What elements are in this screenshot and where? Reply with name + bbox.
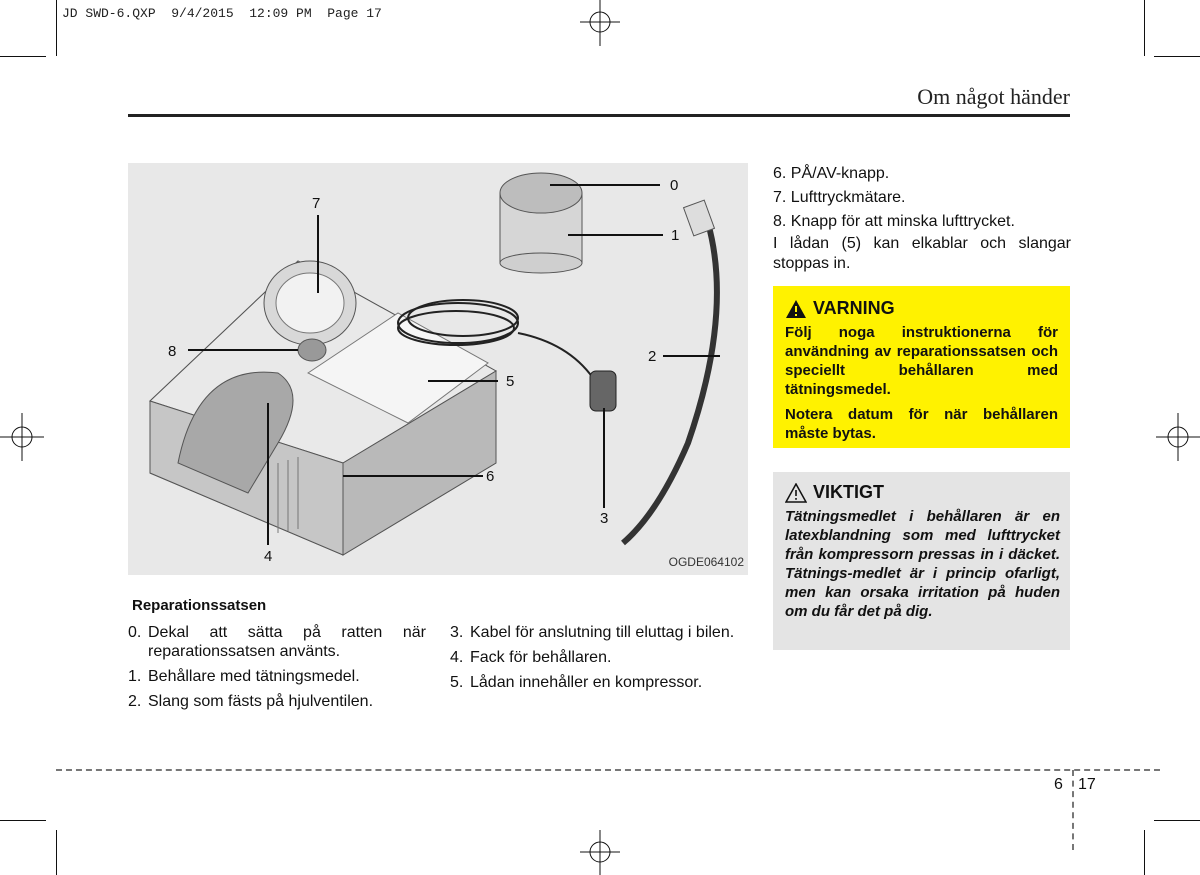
warning-box [773,286,1070,448]
warning-title: VARNING [813,298,895,318]
print-slug: JD SWD-6.QXP 9/4/2015 12:09 PM Page 17 [62,6,382,21]
warning-triangle-icon [785,299,807,319]
callout-2: 2 [648,348,657,365]
parts-list-middle [450,623,748,698]
crop-mark [0,56,46,57]
callout-5: 5 [506,373,515,390]
registration-mark-bottom-icon [576,828,624,875]
page-number-divider [1072,770,1074,850]
registration-mark-top-icon [576,0,624,48]
figure-caption: Reparationssatsen [132,597,267,614]
list-item: 8. Knapp för att minska lufttrycket. [773,213,1015,230]
warning-text-1: Följ noga instruktionerna för användning av reparationssatsen och speciellt behållaren med tätningsmedel. [785,324,1058,398]
parts-list-left [128,623,426,717]
callout-0: 0 [670,177,679,194]
header-rule [128,114,1070,117]
callout-leaders [128,163,748,575]
list-item: 6. PÅ/AV-knapp. [773,165,890,182]
parts-list-right [773,162,1071,274]
page-number: 17 [1078,776,1096,793]
crop-mark [1154,56,1200,57]
important-box [773,472,1070,650]
callout-3: 3 [600,510,609,527]
warning-text-2: Notera datum för när behållaren måste bytas. [785,406,1058,442]
callout-4: 4 [264,548,273,565]
chapter-number: 6 [1054,776,1063,793]
crop-mark [56,0,57,56]
crop-mark [1144,0,1145,56]
list-item: 2. Slang som fästs på hjulventilen. [128,693,374,710]
crop-mark [1154,820,1200,821]
repair-kit-figure [128,163,748,575]
section-title: Om något händer [917,84,1070,109]
list-item: 0. Dekal att sätta på ratten när reparationssatsen använts. [128,624,426,660]
important-title: VIKTIGT [813,482,884,502]
callout-8: 8 [168,343,177,360]
registration-mark-right-icon [1154,413,1200,461]
list-item: 1. Behållare med tätningsmedel. [128,668,360,685]
crop-mark [1144,830,1145,875]
figure-code: OGDE064102 [668,555,744,569]
registration-mark-left-icon [0,413,46,461]
footer-divider [56,769,1160,771]
important-text: Tätningsmedlet i behållaren är en latexblandning som med lufttrycket från kompressorn pressas in i däcket. Tätnings-medlet är i princip ofarligt, men kan orsaka irritation på huden om du får det på dig. [785,508,1060,620]
list-item: 4. Fack för behållaren. [450,649,612,666]
crop-mark [56,830,57,875]
callout-1: 1 [671,227,680,244]
list-item: 7. Lufttryckmätare. [773,189,906,206]
callout-6: 6 [486,468,495,485]
list-item: 3. Kabel för anslutning till eluttag i bilen. [450,624,735,641]
crop-mark [0,820,46,821]
callout-7: 7 [312,195,321,212]
storage-note: I lådan (5) kan elkablar och slangar stoppas in. [773,235,1071,272]
caution-triangle-icon [785,483,807,503]
list-item: 5. Lådan innehåller en kompressor. [450,674,703,691]
